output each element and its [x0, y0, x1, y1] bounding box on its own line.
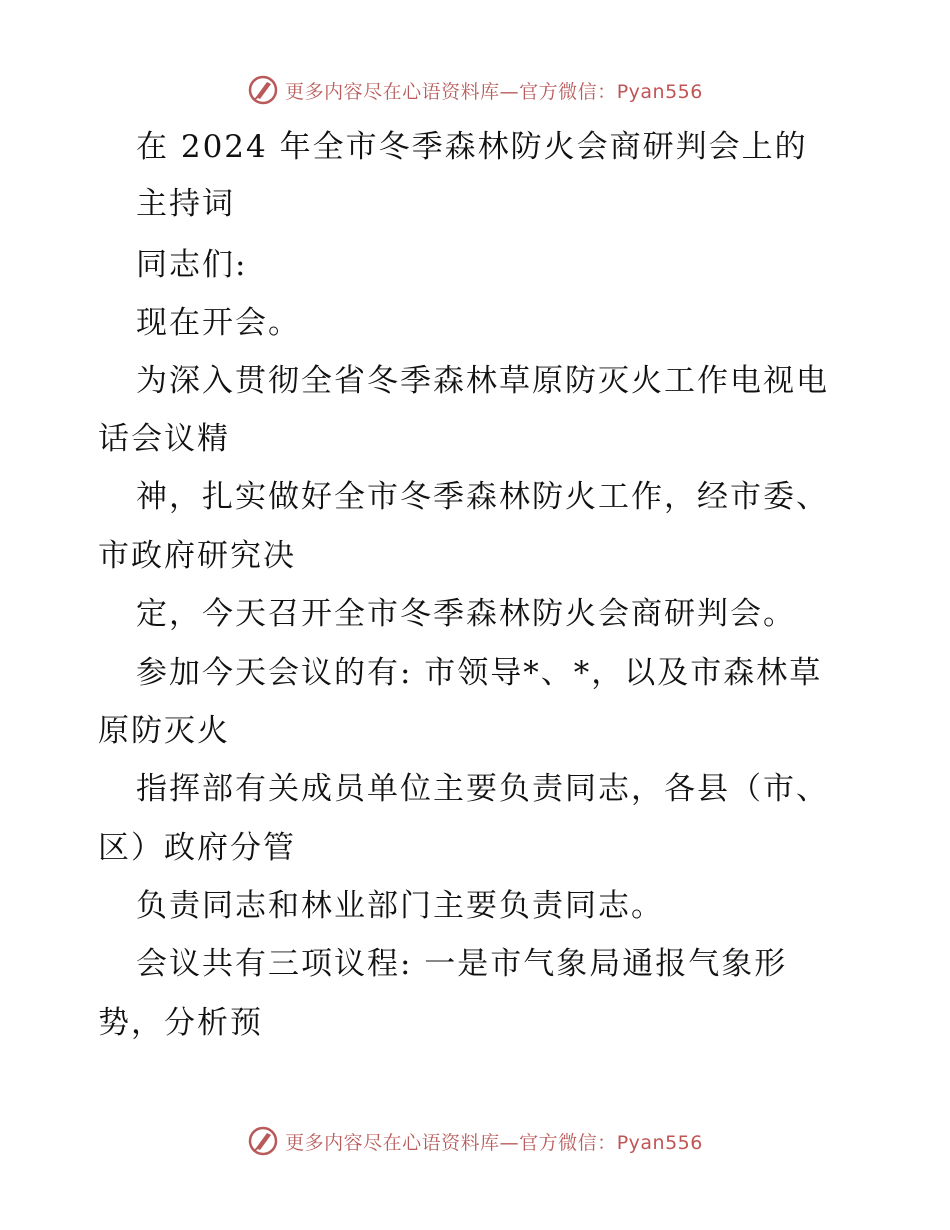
- title-line-2: 主持词: [136, 186, 235, 222]
- title-line-1: 在 2024 年全市冬季森林防火会商研判会上的: [136, 129, 808, 165]
- paragraph-line: 指挥部有关成员单位主要负责同志，各县（市、: [136, 771, 829, 807]
- paragraph-line: 负责同志和林业部门主要负责同志。: [136, 888, 664, 924]
- paragraph-line: 会议共有三项议程: 一是市气象局通报气象形: [136, 946, 788, 982]
- paragraph-line: 市政府研究决: [98, 538, 296, 574]
- paragraph-line: 参加今天会议的有: 市领导*、*，以及市森林草: [136, 655, 823, 691]
- paragraph-line: 原防灭火: [98, 713, 230, 749]
- salutation: 同志们:: [136, 247, 248, 283]
- watermark-text: 更多内容尽在心语资料库—官方微信：Pyan556: [285, 1131, 703, 1154]
- quill-logo-icon: [247, 1125, 279, 1157]
- paragraph-line: 定，今天召开全市冬季森林防火会商研判会。: [136, 596, 796, 632]
- footer-watermark: [0, 1121, 950, 1161]
- paragraph-line: 话会议精: [98, 421, 230, 457]
- paragraph-line: 为深入贯彻全省冬季森林草原防灭火工作电视电: [136, 363, 829, 399]
- paragraph-line: 神，扎实做好全市冬季森林防火工作，经市委、: [136, 479, 829, 515]
- paragraph-line: 势，分析预: [98, 1005, 263, 1041]
- watermark-text: 更多内容尽在心语资料库—官方微信：Pyan556: [285, 80, 703, 103]
- paragraph-line: 现在开会。: [136, 305, 301, 341]
- paragraph-line: 区）政府分管: [98, 830, 296, 866]
